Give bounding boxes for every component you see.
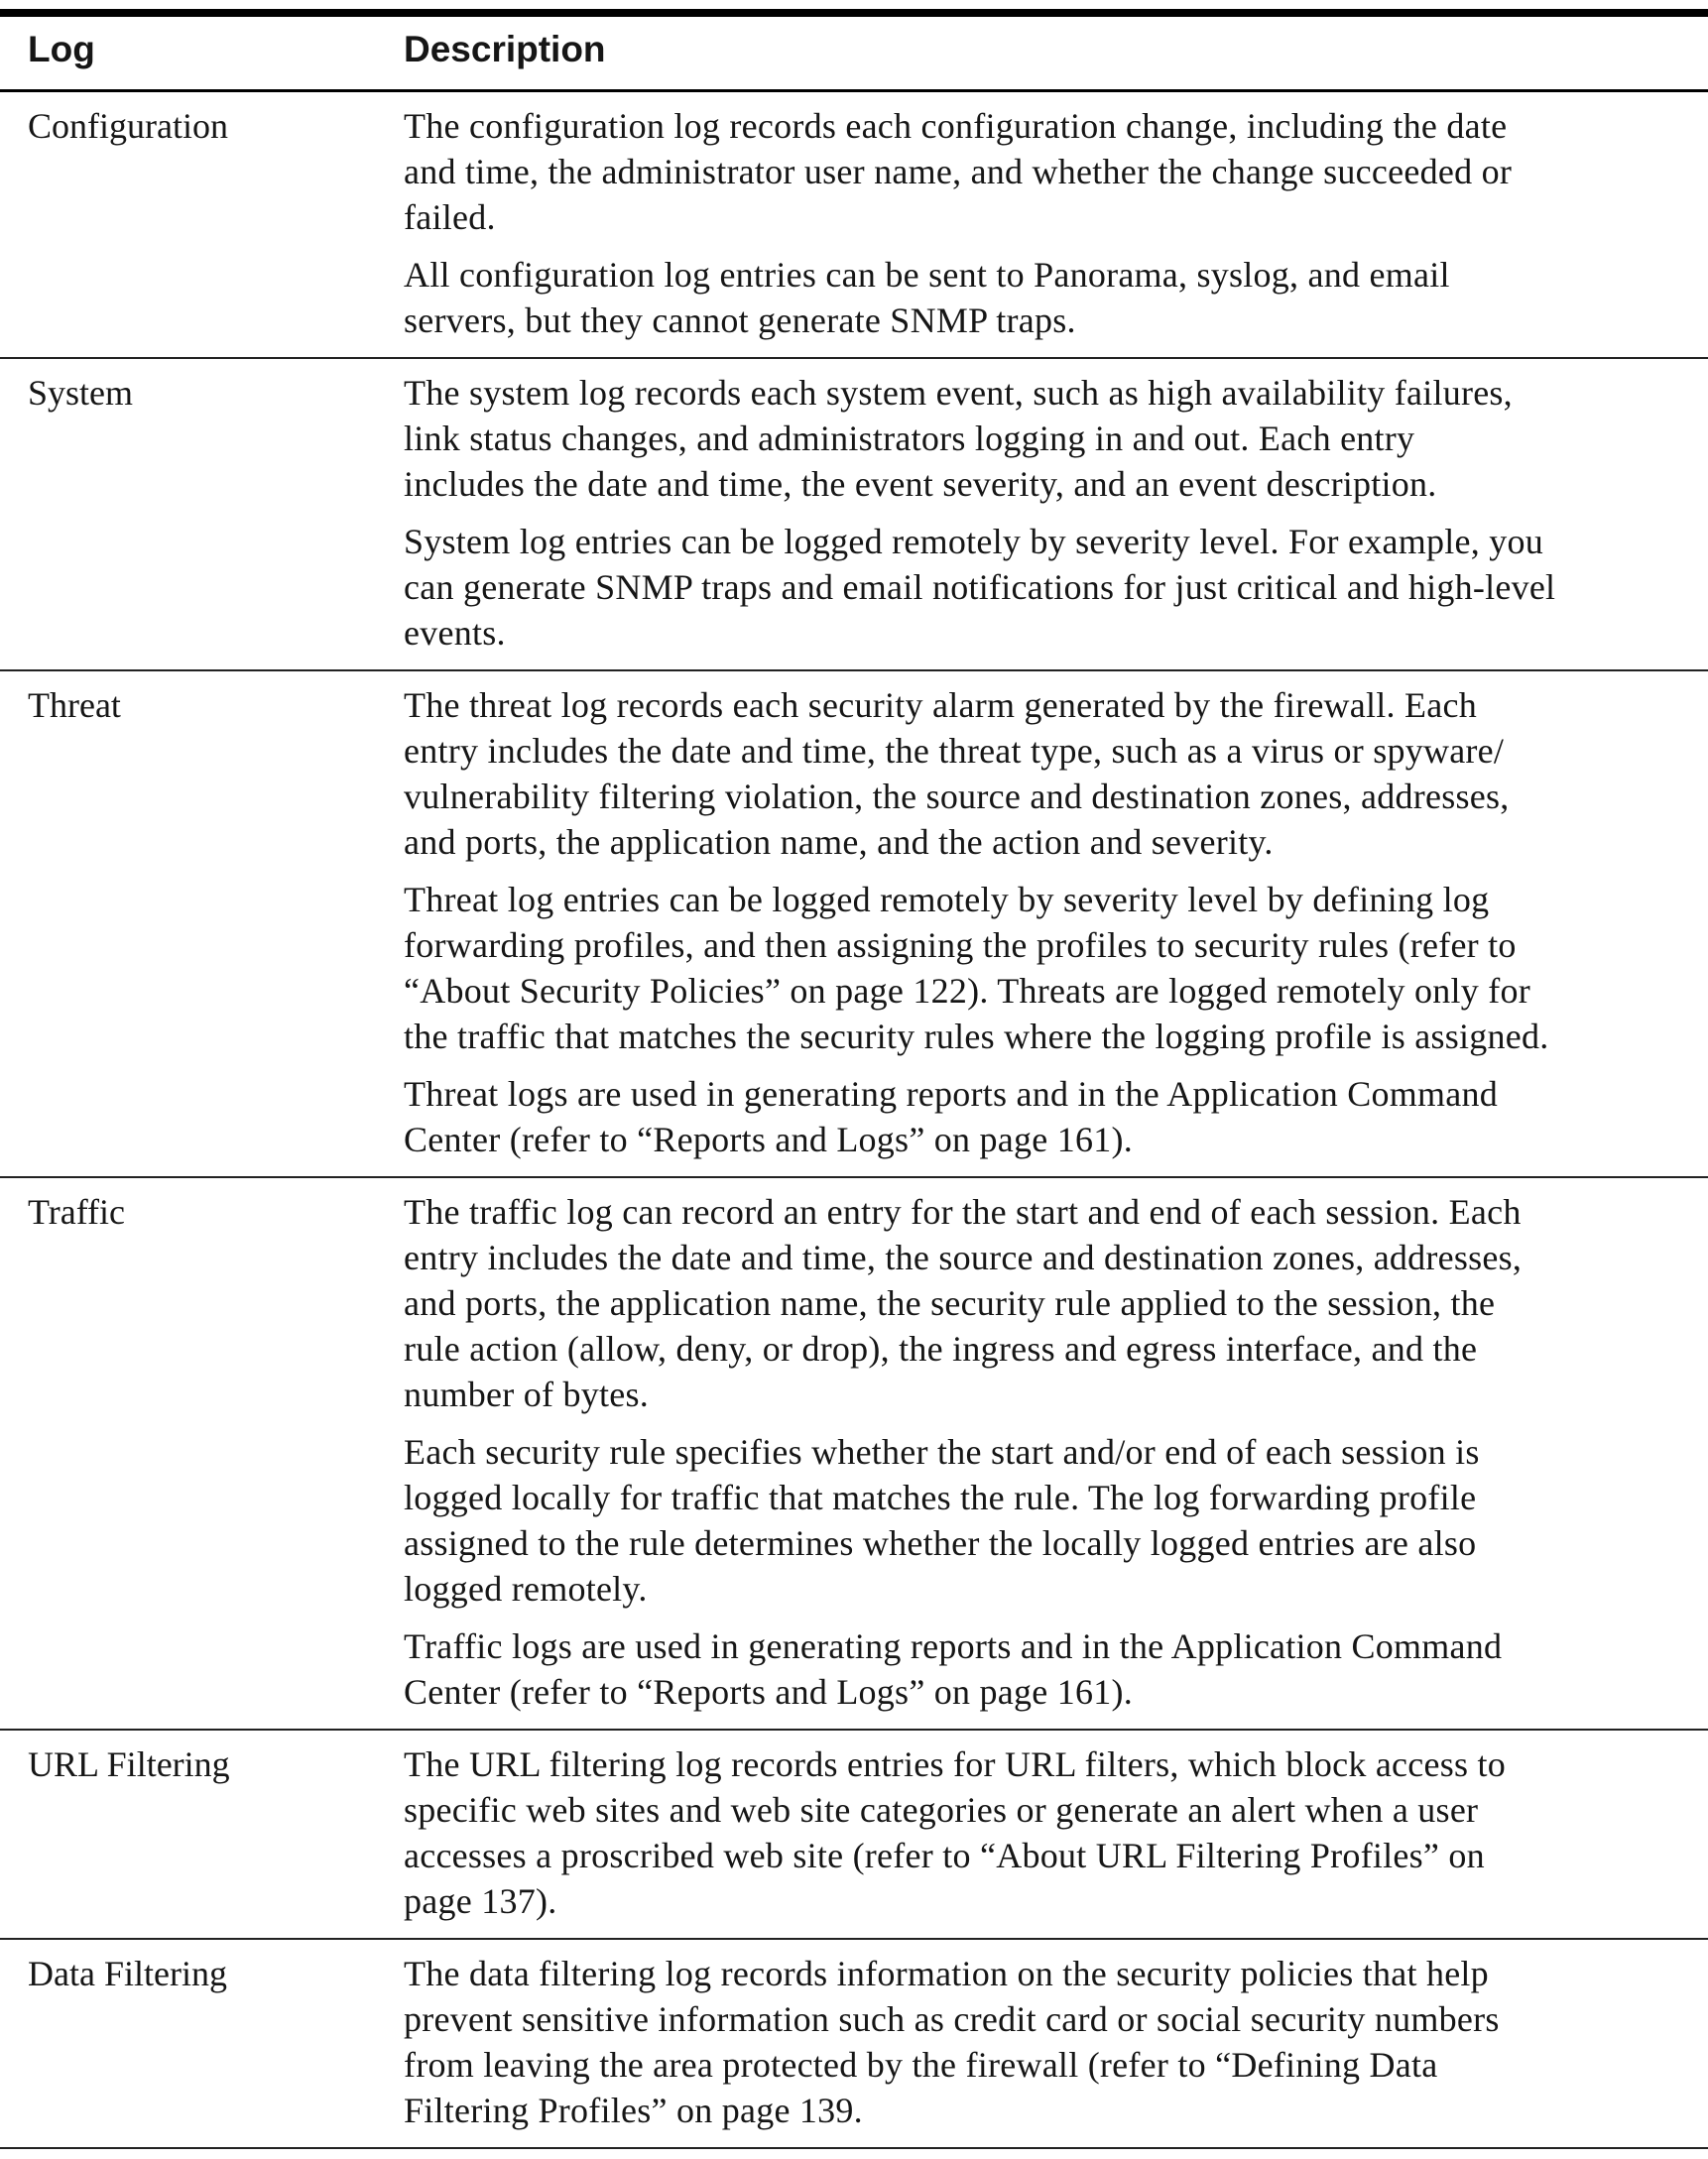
text-line: The threat log records each security alarm generated by the firewall. Each	[404, 685, 1477, 725]
table-top-rule	[0, 9, 1708, 17]
text-line: Filtering Profiles” on page 139.	[404, 2091, 863, 2130]
description-paragraph	[404, 370, 1708, 507]
text-line: and ports, the application name, and the action and severity.	[404, 822, 1274, 862]
text-line: The configuration log records each configuration change, including the date	[404, 106, 1508, 146]
description-paragraph	[404, 1429, 1708, 1612]
log-description	[404, 1189, 1708, 1715]
header-log: Log	[28, 29, 95, 69]
description-paragraph	[404, 1951, 1708, 2133]
text-line: Center (refer to “Reports and Logs” on page 161).	[404, 1120, 1133, 1159]
table-row	[0, 671, 1708, 1178]
text-line: accesses a proscribed web site (refer to “About URL Filtering Profiles” on	[404, 1836, 1485, 1875]
description-paragraph	[404, 252, 1708, 343]
text-line: System log entries can be logged remotely by severity level. For example, you	[404, 522, 1543, 561]
text-line: Threat logs are used in generating reports and in the Application Command	[404, 1074, 1498, 1114]
log-name: System	[28, 373, 134, 413]
text-line: prevent sensitive information such as credit card or social security numbers	[404, 1999, 1500, 2039]
log-name: Threat	[28, 685, 121, 725]
text-line: All configuration log entries can be sent to Panorama, syslog, and email	[404, 255, 1450, 295]
description-paragraph	[404, 103, 1708, 240]
table-row	[0, 1731, 1708, 1940]
log-types-table	[0, 17, 1708, 2149]
text-line: events.	[404, 613, 506, 653]
header-description: Description	[404, 29, 606, 69]
text-line: number of bytes.	[404, 1375, 649, 1414]
text-line: can generate SNMP traps and email notifications for just critical and high-level	[404, 567, 1556, 607]
table-header	[0, 17, 1708, 92]
text-line: logged locally for traffic that matches the rule. The log forwarding profile	[404, 1478, 1477, 1517]
text-line: the traffic that matches the security rules where the logging profile is assigned.	[404, 1017, 1549, 1056]
log-name: Data Filtering	[28, 1954, 227, 1993]
text-line: Each security rule specifies whether the start and/or end of each session is	[404, 1432, 1480, 1472]
text-line: and ports, the application name, the security rule applied to the session, the	[404, 1283, 1496, 1323]
text-line: servers, but they cannot generate SNMP traps.	[404, 300, 1076, 340]
text-line: The URL filtering log records entries for URL filters, which block access to	[404, 1744, 1507, 1784]
description-paragraph	[404, 877, 1708, 1059]
text-line: link status changes, and administrators logging in and out. Each entry	[404, 419, 1415, 458]
text-line: assigned to the rule determines whether the locally logged entries are also	[404, 1523, 1477, 1563]
log-name: URL Filtering	[28, 1744, 230, 1784]
description-paragraph	[404, 1071, 1708, 1162]
text-line: Threat log entries can be logged remotely by severity level by defining log	[404, 880, 1490, 919]
text-line: page 137).	[404, 1881, 557, 1921]
text-line: and time, the administrator user name, and whether the change succeeded or	[404, 152, 1513, 191]
text-line: The data filtering log records information on the security policies that help	[404, 1954, 1489, 1993]
text-line: The system log records each system event, such as high availability failures,	[404, 373, 1513, 413]
table-row	[0, 92, 1708, 359]
text-line: “About Security Policies” on page 122). Threats are logged remotely only for	[404, 971, 1531, 1011]
text-line: Traffic logs are used in generating reports and in the Application Command	[404, 1626, 1503, 1666]
text-line: entry includes the date and time, the threat type, such as a virus or spyware/	[404, 731, 1505, 771]
text-line: rule action (allow, deny, or drop), the ingress and egress interface, and the	[404, 1329, 1478, 1369]
text-line: failed.	[404, 197, 496, 237]
log-description	[404, 682, 1708, 1162]
description-paragraph	[404, 1189, 1708, 1417]
text-line: forwarding profiles, and then assigning the profiles to security rules (refer to	[404, 925, 1517, 965]
log-description	[404, 1951, 1708, 2133]
description-paragraph	[404, 519, 1708, 656]
text-line: Center (refer to “Reports and Logs” on page 161).	[404, 1672, 1133, 1712]
log-description	[404, 370, 1708, 656]
text-line: The traffic log can record an entry for the start and end of each session. Each	[404, 1192, 1522, 1232]
description-paragraph	[404, 1623, 1708, 1715]
text-line: includes the date and time, the event severity, and an event description.	[404, 464, 1437, 504]
description-paragraph	[404, 682, 1708, 865]
text-line: entry includes the date and time, the source and destination zones, addresses,	[404, 1238, 1523, 1277]
text-line: vulnerability filtering violation, the source and destination zones, addresses,	[404, 777, 1510, 816]
log-description	[404, 103, 1708, 343]
log-name: Traffic	[28, 1192, 125, 1232]
log-name: Configuration	[28, 106, 228, 146]
text-line: specific web sites and web site categories or generate an alert when a user	[404, 1790, 1479, 1830]
text-line: logged remotely.	[404, 1569, 648, 1609]
table-row	[0, 1178, 1708, 1731]
table-row	[0, 359, 1708, 671]
text-line: from leaving the area protected by the firewall (refer to “Defining Data	[404, 2045, 1438, 2085]
table-row	[0, 1940, 1708, 2149]
log-description	[404, 1741, 1708, 1924]
description-paragraph	[404, 1741, 1708, 1924]
